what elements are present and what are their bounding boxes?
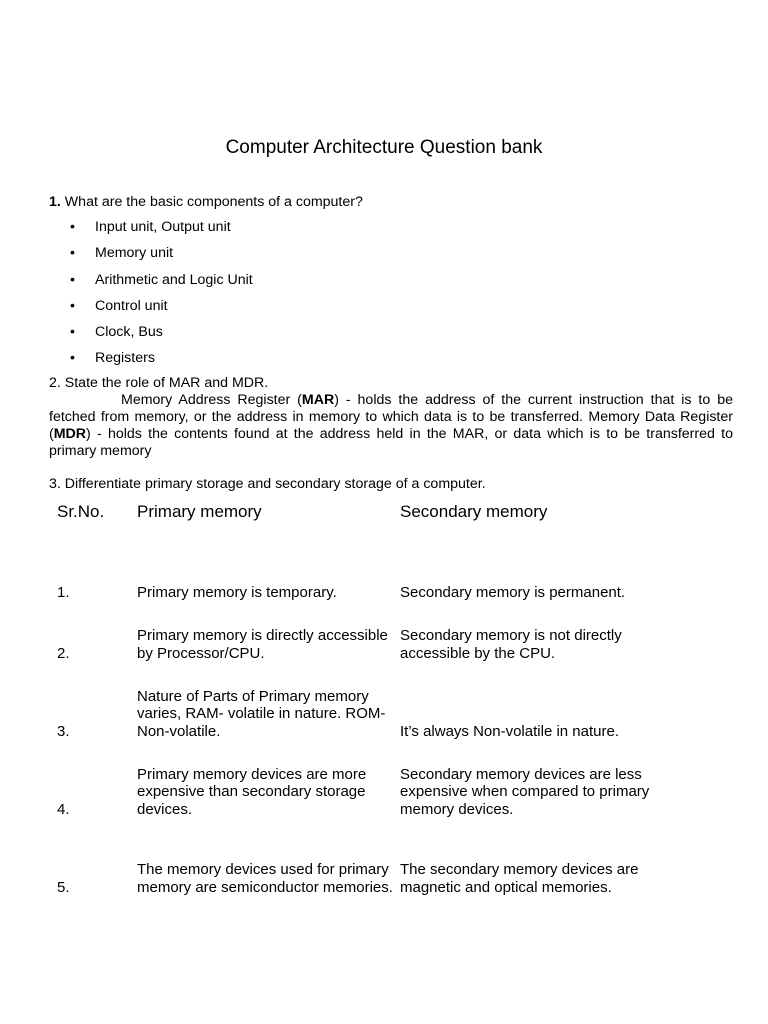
- bullet-icon: •: [70, 324, 75, 341]
- list-item: • Memory unit: [70, 245, 174, 262]
- question-3: 3. Differentiate primary storage and secondary storage of a computer.: [49, 476, 486, 492]
- question-2: 2. State the role of MAR and MDR.: [49, 375, 269, 391]
- question-2-answer: Memory Address Register (MAR) - holds the address of the current instruction that is to be fetched from memory, or the address in memory to which data is to be transferred. Memory Data Register (MDR) - holds the contents found at the address held in the MAR, or data which is to be transferred to primary memory: [49, 392, 733, 459]
- list-item: • Arithmetic and Logic Unit: [70, 271, 253, 288]
- page-title: Computer Architecture Question bank: [225, 137, 543, 158]
- table-row: 2. Primary memory is directly accessible by Processor/CPU. Secondary memory is not directly accessible by the CPU.: [57, 627, 622, 662]
- question-1: [49, 194, 363, 211]
- bullet-icon: •: [70, 245, 75, 262]
- table-row: 1. Primary memory is temporary. Secondary memory is permanent.: [57, 583, 626, 601]
- mdr-term: MDR: [53, 426, 87, 442]
- table-row: 4. Primary memory devices are more expensive than secondary storage devices. Secondary memory devices are less expensive when compared to primary memory devices.: [57, 765, 650, 818]
- question-1-text: What are the basic components of a computer?: [60, 194, 363, 210]
- bullet-icon: •: [70, 297, 75, 314]
- comparison-table: [49, 500, 660, 896]
- header-primary: Primary memory: [137, 502, 262, 521]
- table-header-row: [49, 500, 660, 524]
- question-1-number: 1.: [49, 194, 61, 210]
- header-srno: Sr.No.: [57, 502, 105, 521]
- table-row: 3. Nature of Parts of Primary memory varies, RAM- volatile in nature. ROM- Non-volatile. It’s always Non-volatile in nature.: [57, 687, 619, 740]
- bullet-icon: •: [70, 271, 75, 288]
- list-item: • Input unit, Output unit: [70, 219, 231, 235]
- table-row: 5. The memory devices used for primary memory are semiconductor memories. The secondary memory devices are magnetic and optical memories.: [57, 861, 639, 896]
- components-list: [70, 219, 253, 377]
- list-item: • Control unit: [70, 297, 168, 314]
- bullet-icon: •: [70, 350, 75, 367]
- list-item: • Clock, Bus: [70, 324, 163, 341]
- header-secondary: Secondary memory: [400, 502, 548, 521]
- bullet-icon: •: [70, 219, 75, 235]
- list-item: • Registers: [70, 350, 155, 367]
- mar-term: MAR: [301, 392, 335, 408]
